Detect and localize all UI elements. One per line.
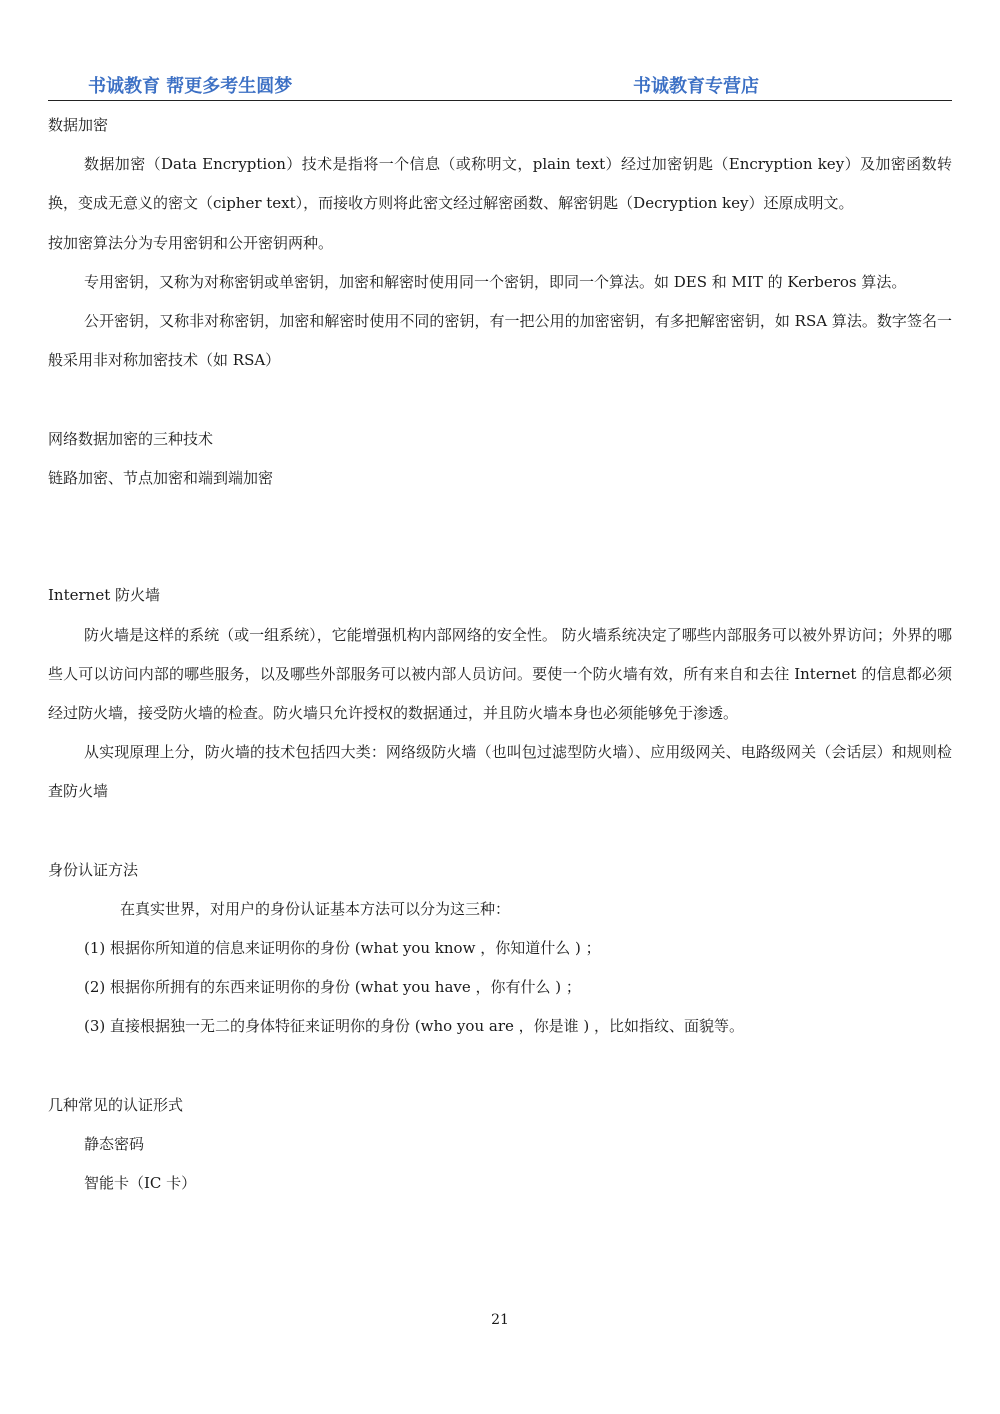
spacer [48, 812, 952, 851]
section-heading-network-encryption: 网络数据加密的三种技术 [48, 429, 214, 448]
firewall-paragraph-2: 从实现原理上分，防火墙的技术包括四大类：网络级防火墙（也叫包过滤型防火墙）、应用级网关、电路级网关（会话层）和规则检查防火墙 [48, 743, 952, 801]
identity-intro: 在真实世界，对用户的身份认证基本方法可以分为这三种： [120, 899, 511, 918]
page-header [48, 72, 952, 101]
spacer [48, 380, 952, 419]
public-key-paragraph: 公开密钥，又称非对称密钥，加密和解密时使用不同的密钥，有一把公用的加密密钥，有多把解密密钥，如 RSA 算法。数字签名一般采用非对称加密技术（如 RSA） [48, 311, 952, 370]
document-body [48, 106, 952, 1203]
encryption-intro-paragraph: 数据加密（Data Encryption）技术是指将一个信息（或称明文，plain text）经过加密钥匙（Encryption key）及加密函数转换，变成无意义的密文（cipher text），而接收方则将此密文经过解密函数、解密钥匙（Decryption key）还原成明文。 [48, 155, 952, 213]
spacer [48, 537, 952, 576]
section-heading-encryption: 数据加密 [48, 116, 109, 134]
spacer [48, 1047, 952, 1086]
section-heading-identity: 身份认证方法 [48, 860, 139, 879]
encryption-types-line: 按加密算法分为专用密钥和公开密钥两种。 [48, 233, 334, 252]
auth-form-item: 静态密码 [84, 1135, 145, 1154]
auth-form-item: 智能卡（IC 卡） [84, 1174, 197, 1193]
header-slogan: 书诚教育 帮更多考生圆梦 [88, 76, 293, 97]
network-encryption-techniques: 链路加密、节点加密和端到端加密 [48, 468, 274, 487]
section-heading-firewall: Internet 防火墙 [48, 586, 160, 605]
spacer [48, 498, 952, 537]
section-heading-auth-forms: 几种常见的认证形式 [48, 1095, 184, 1114]
private-key-paragraph: 专用密钥，又称为对称密钥或单密钥，加密和解密时使用同一个密钥，即同一个算法。如 DES 和 MIT 的 Kerberos 算法。 [84, 272, 907, 291]
identity-method-2: (2) 根据你所拥有的东西来证明你的身份 (what you have ，你有什么 ) ； [84, 978, 581, 997]
firewall-paragraph-1: 防火墙是这样的系统（或一组系统），它能增强机构内部网络的安全性。 防火墙系统决定了哪些内部服务可以被外界访问；外界的哪些人可以访问内部的哪些服务，以及哪些外部服务可以被内部人员访问。要使一个防火墙有效，所有来自和去往 Internet 的信息都必须经过防火墙，接受防火墙的检查。防火墙只允许授权的数据通过，并且防火墙本身也必须能够免于渗透。 [48, 625, 952, 722]
header-store-name: 书诚教育专营店 [633, 76, 759, 97]
page-number: 21 [491, 1312, 509, 1328]
identity-method-1: (1) 根据你所知道的信息来证明你的身份 (what you know ，你知道什么 ) ； [84, 939, 601, 958]
identity-method-3: (3) 直接根据独一无二的身体特征来证明你的身份 (who you are ，你是谁 ) ，比如指纹、面貌等。 [84, 1017, 745, 1036]
